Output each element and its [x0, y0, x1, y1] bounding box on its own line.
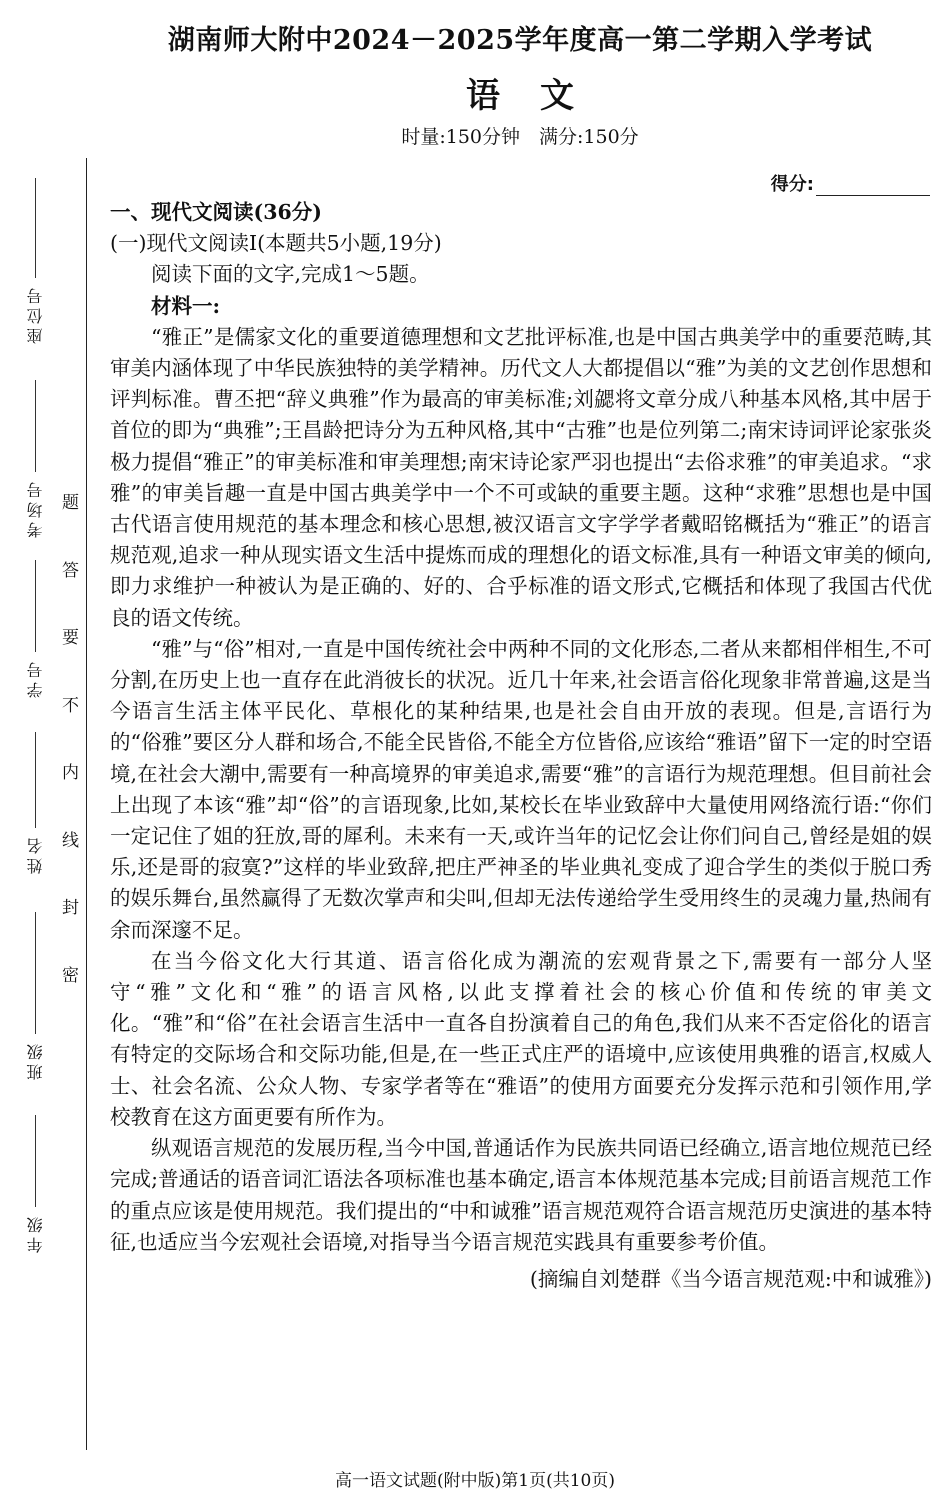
binding-line: [86, 158, 87, 1450]
source-citation: (摘编自刘楚群《当今语言规范观:中和诚雅》): [529, 1266, 932, 1291]
seat-number-label: 座位号: [25, 284, 45, 344]
class-field: [22, 912, 48, 1086]
paragraph: “雅正”是儒家文化的重要道德理想和文艺批评标准,也是中国古典美学中的重要范畴,其审美内涵体现了中华民族独特的美学精神。历代文人大都提倡以“雅”为美的文艺创作思想和评判标准。曹丕把“辞义典雅”作为最高的审美标准;刘勰将文章分成八种基本风格,其中居于首位的即为“典雅”;王昌龄把诗分为五种风格,其中“古雅”也是位列第二;南宋诗词评论家张炎极力提倡“雅正”的审美标准和审美理想;南宋诗论家严羽也提出“去俗求雅”的审美追求。“求雅”的审美旨趣一直是中国古典美学中一个不可或缺的重要主题。这种“求雅”思想也是中国古代语言使用规范的基本理念和核心思想,被汉语言文字学学者戴昭铭概括为“雅正”的语言规范观,追求一种从现实语文生活中提炼而成的理想化的语文标准,具有一种语文审美的倾向,即力求维护一种被认为是正确的、好的、合乎标准的语文形式,它概括和体现了我国古代优良的语文传统。: [110, 324, 932, 630]
reading-section: [110, 197, 932, 1295]
seal-char: 不: [62, 695, 79, 716]
paragraph: “雅”与“俗”相对,一直是中国传统社会中两种不同的文化形态,二者从来都相伴相生,不可分割,在历史上也一直存在此消彼长的状况。近几十年来,社会语言俗化现象非常普遍,这是当今语言生活主体平民化、草根化的某种结果,也是社会自由开放的表现。但是,言语行为的“俗雅”要区分人群和场合,不能全民皆俗,不能全方位皆俗,应该给“雅语”留下一定的时空语境,在社会大潮中,需要有一种高境界的审美追求,需要“雅”的言语行为规范理想。但目前社会上出现了本该“雅”却“俗”的言语现象,比如,某校长在毕业致辞中大量使用网络流行语:“你们一定记住了姐的狂放,哥的犀利。未来有一天,或许当年的记忆会让你们问自己,曾经是姐的娱乐,还是哥的寂寞?”这样的毕业致辞,把庄严神圣的毕业典礼变成了迎合学生的类似于脱口秀的娱乐舞台,虽然赢得了无数次掌声和尖叫,但却无法传递给学生受用终生的灵魂力量,热闹有余而深邃不足。: [110, 636, 932, 942]
material-label: 材料一:: [151, 293, 221, 318]
page-footer: 高一语文试题(附中版)第1页(共10页): [335, 1471, 615, 1491]
class-blank: [35, 912, 36, 1034]
grade-field: [22, 1115, 48, 1259]
seal-char: 题: [62, 493, 79, 513]
score-label: 得分:: [770, 174, 814, 195]
section-heading: 一、现代文阅读(36分): [110, 200, 322, 224]
name-field: [22, 732, 48, 880]
student-number-label: 学号: [25, 658, 45, 698]
seal-char: 内: [62, 763, 79, 784]
exam-room-field: [22, 380, 48, 544]
grade-label: 年级: [25, 1213, 45, 1253]
seat-number-blank: [35, 178, 36, 278]
seal-char: 线: [62, 830, 79, 851]
exam-title: 湖南师大附中2024－2025学年度高一第二学期入学考试: [167, 25, 873, 56]
exam-room-label: 考场号: [25, 478, 45, 538]
class-label: 班级: [25, 1040, 45, 1080]
score-blank[interactable]: [816, 175, 930, 196]
student-number-field: [22, 560, 48, 704]
exam-meta: 时量:150分钟 满分:150分: [401, 126, 639, 148]
paragraph: 纵观语言规范的发展历程,当今中国,普通话作为民族共同语已经确立,语言地位规范已经完成;普通话的语音词汇语法各项标准也基本确定,语言本体规范基本完成;目前语言规范工作的重点应该是使用规范。我们提出的“中和诚雅”语言规范观符合语言规范历史演进的基本特征,也适应当今宏观社会语境,对指导当今语言规范实践具有重要参考价值。: [110, 1136, 932, 1254]
score-box: [771, 170, 930, 196]
grade-blank: [35, 1115, 36, 1207]
paragraph: 在当今俗文化大行其道、语言俗化成为潮流的宏观背景之下,需要有一部分人坚守“雅”文化和“雅”的语言风格,以此支撑着社会的核心价值和传统的审美文化。“雅”和“俗”在社会语言生活中一直各自扮演着自己的角色,我们从来不否定俗化的语言有特定的交际场合和交际功能,但是,在一些正式庄严的语境中,应该使用典雅的语言,权威人士、社会名流、公众人物、专家学者等在“雅语”的使用方面要充分发挥示范和引领作用,学校教育在这方面更要有所作为。: [110, 948, 932, 1129]
seat-number-field: [22, 178, 48, 350]
subject-title: 语文: [466, 76, 614, 116]
seal-char: 密: [62, 965, 79, 986]
seal-char: 答: [62, 560, 79, 581]
seal-char: 要: [62, 628, 79, 649]
exam-room-blank: [35, 380, 36, 472]
seal-notice: [62, 495, 79, 985]
name-label: 姓名: [25, 834, 45, 874]
sub-section-heading: (一)现代文阅读Ⅰ(本题共5小题,19分): [110, 231, 442, 256]
name-blank: [35, 732, 36, 828]
student-number-blank: [35, 560, 36, 652]
instruction: 阅读下面的文字,完成1～5题。: [151, 262, 430, 287]
seal-char: 封: [62, 898, 79, 919]
